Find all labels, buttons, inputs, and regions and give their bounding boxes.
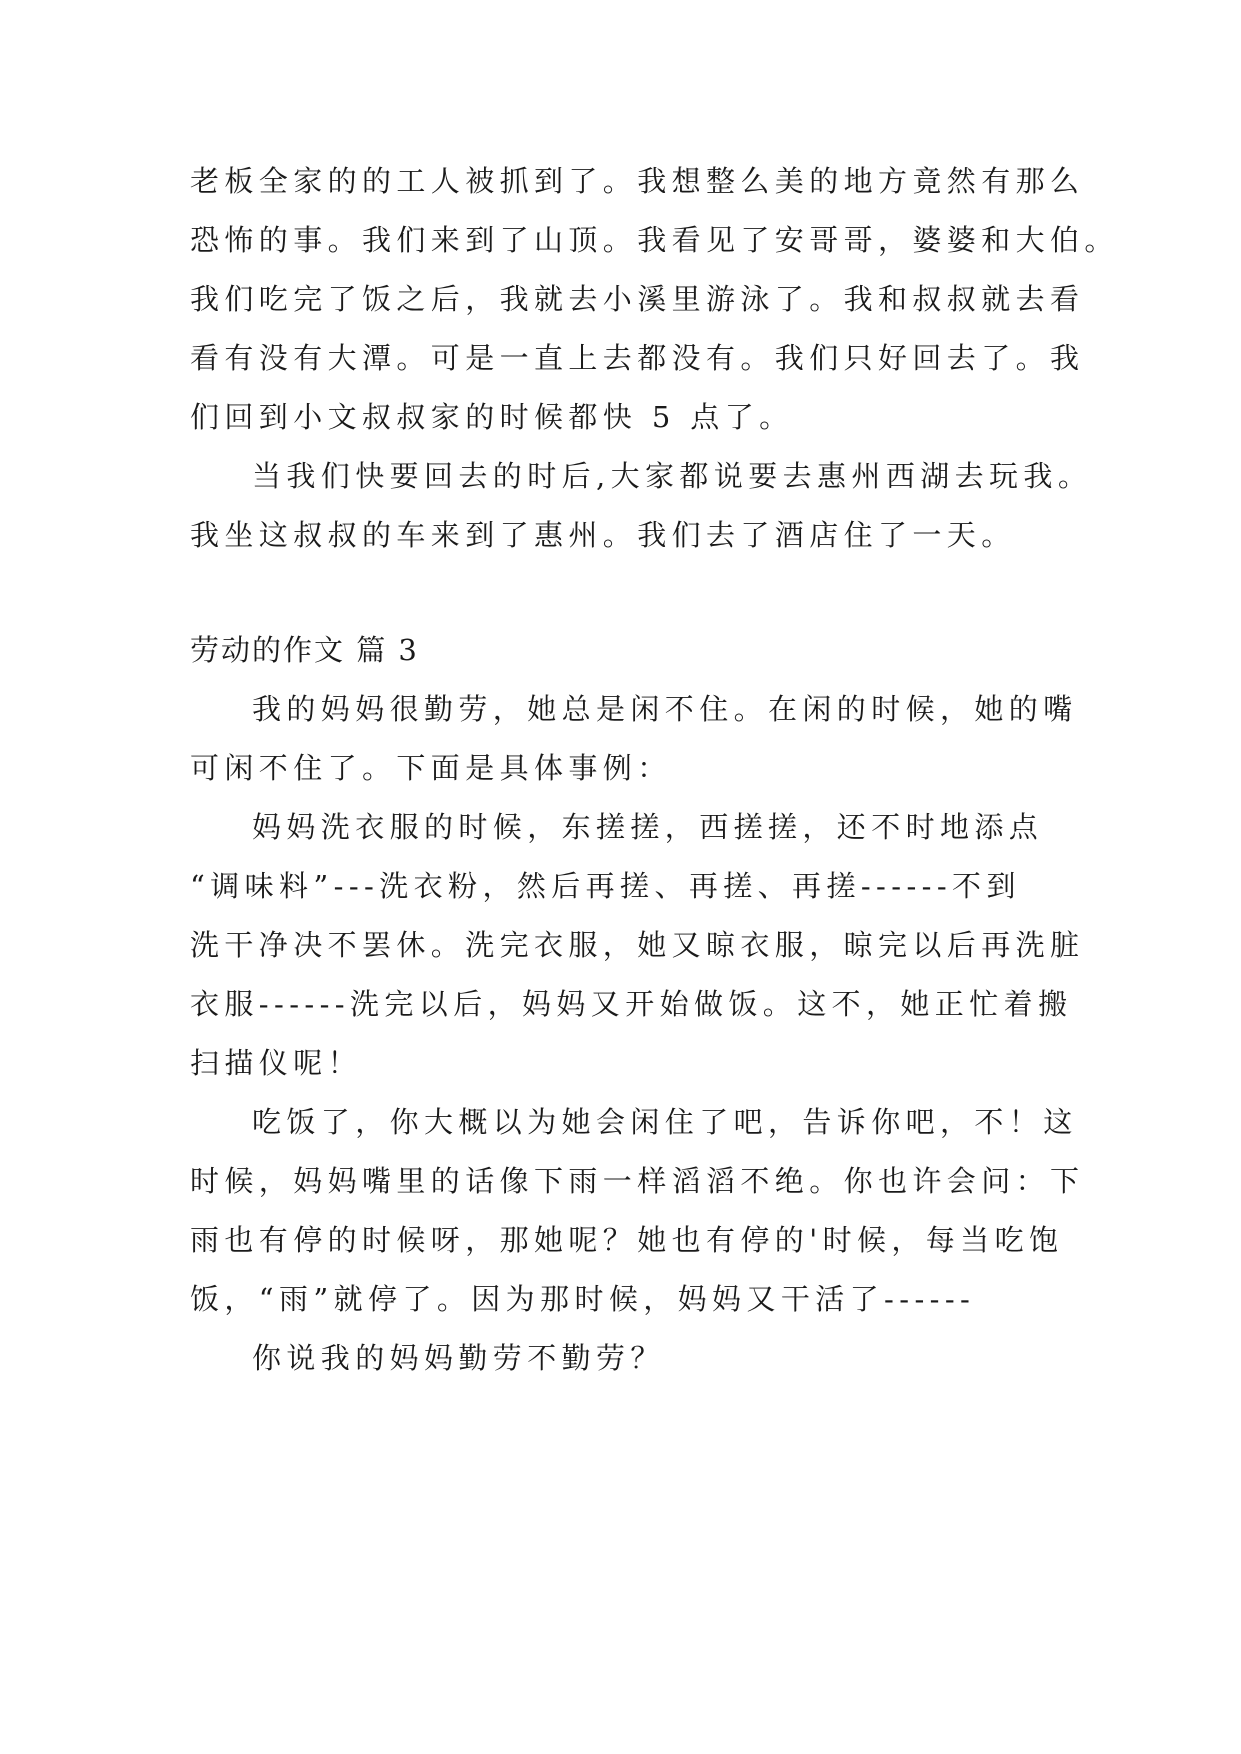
text-line: 妈妈洗衣服的时候，东搓搓，西搓搓，还不时地添点 [252, 810, 1044, 844]
section-title: 劳动的作文 篇 3 [190, 633, 419, 667]
text-line: 当我们快要回去的时后,大家都说要去惠州西湖去玩我。 [252, 459, 1093, 493]
text-line: 可闲不住了。下面是具体事例： [190, 751, 672, 785]
paragraph-laundry [190, 798, 1085, 1093]
text-line: 看有没有大潭。可是一直上去都没有。我们只好回去了。我 [190, 341, 1085, 375]
text-line: 洗干净决不罢休。洗完衣服，她又晾衣服，晾完以后再洗脏 [190, 928, 1085, 962]
text-line: 老板全家的的工人被抓到了。我想整么美的地方竟然有那么 [190, 164, 1085, 198]
paragraph-continued [190, 152, 1119, 447]
paragraph-closing-question [190, 1329, 1060, 1388]
text-line: 时候，妈妈嘴里的话像下雨一样滔滔不绝。你也许会问：下 [190, 1164, 1085, 1198]
text-line: 我坐这叔叔的车来到了惠州。我们去了酒店住了一天。 [190, 518, 1016, 552]
text-line: 你说我的妈妈勤劳不勤劳？ [252, 1341, 665, 1375]
text-line: 饭，“雨”就停了。因为那时候，妈妈又干活了------ [190, 1282, 976, 1316]
paragraph-return-trip [190, 447, 1093, 565]
text-line: “调味料”---洗衣粉，然后再搓、再搓、再搓------不到 [190, 869, 1021, 903]
paragraph-mealtime [190, 1093, 1085, 1329]
text-line: 恐怖的事。我们来到了山顶。我看见了安哥哥，婆婆和大伯。 [190, 223, 1119, 257]
text-line: 我的妈妈很勤劳，她总是闲不住。在闲的时候，她的嘴 [252, 692, 1078, 726]
text-line: 吃饭了，你大概以为她会闲住了吧，告诉你吧，不！这 [252, 1105, 1078, 1139]
text-line: 衣服------洗完以后，妈妈又开始做饭。这不，她正忙着搬 [190, 987, 1073, 1021]
text-line: 扫描仪呢！ [190, 1046, 363, 1080]
paragraph-intro [190, 680, 1078, 798]
document-body [190, 152, 1119, 1388]
text-line: 雨也有停的时候呀，那她呢？她也有停的'时候，每当吃饱 [190, 1223, 1064, 1257]
section-gap [190, 565, 1060, 621]
text-line: 我们吃完了饭之后，我就去小溪里游泳了。我和叔叔就去看 [190, 282, 1085, 316]
text-line: 们回到小文叔叔家的时候都快 5 点了。 [190, 400, 794, 434]
